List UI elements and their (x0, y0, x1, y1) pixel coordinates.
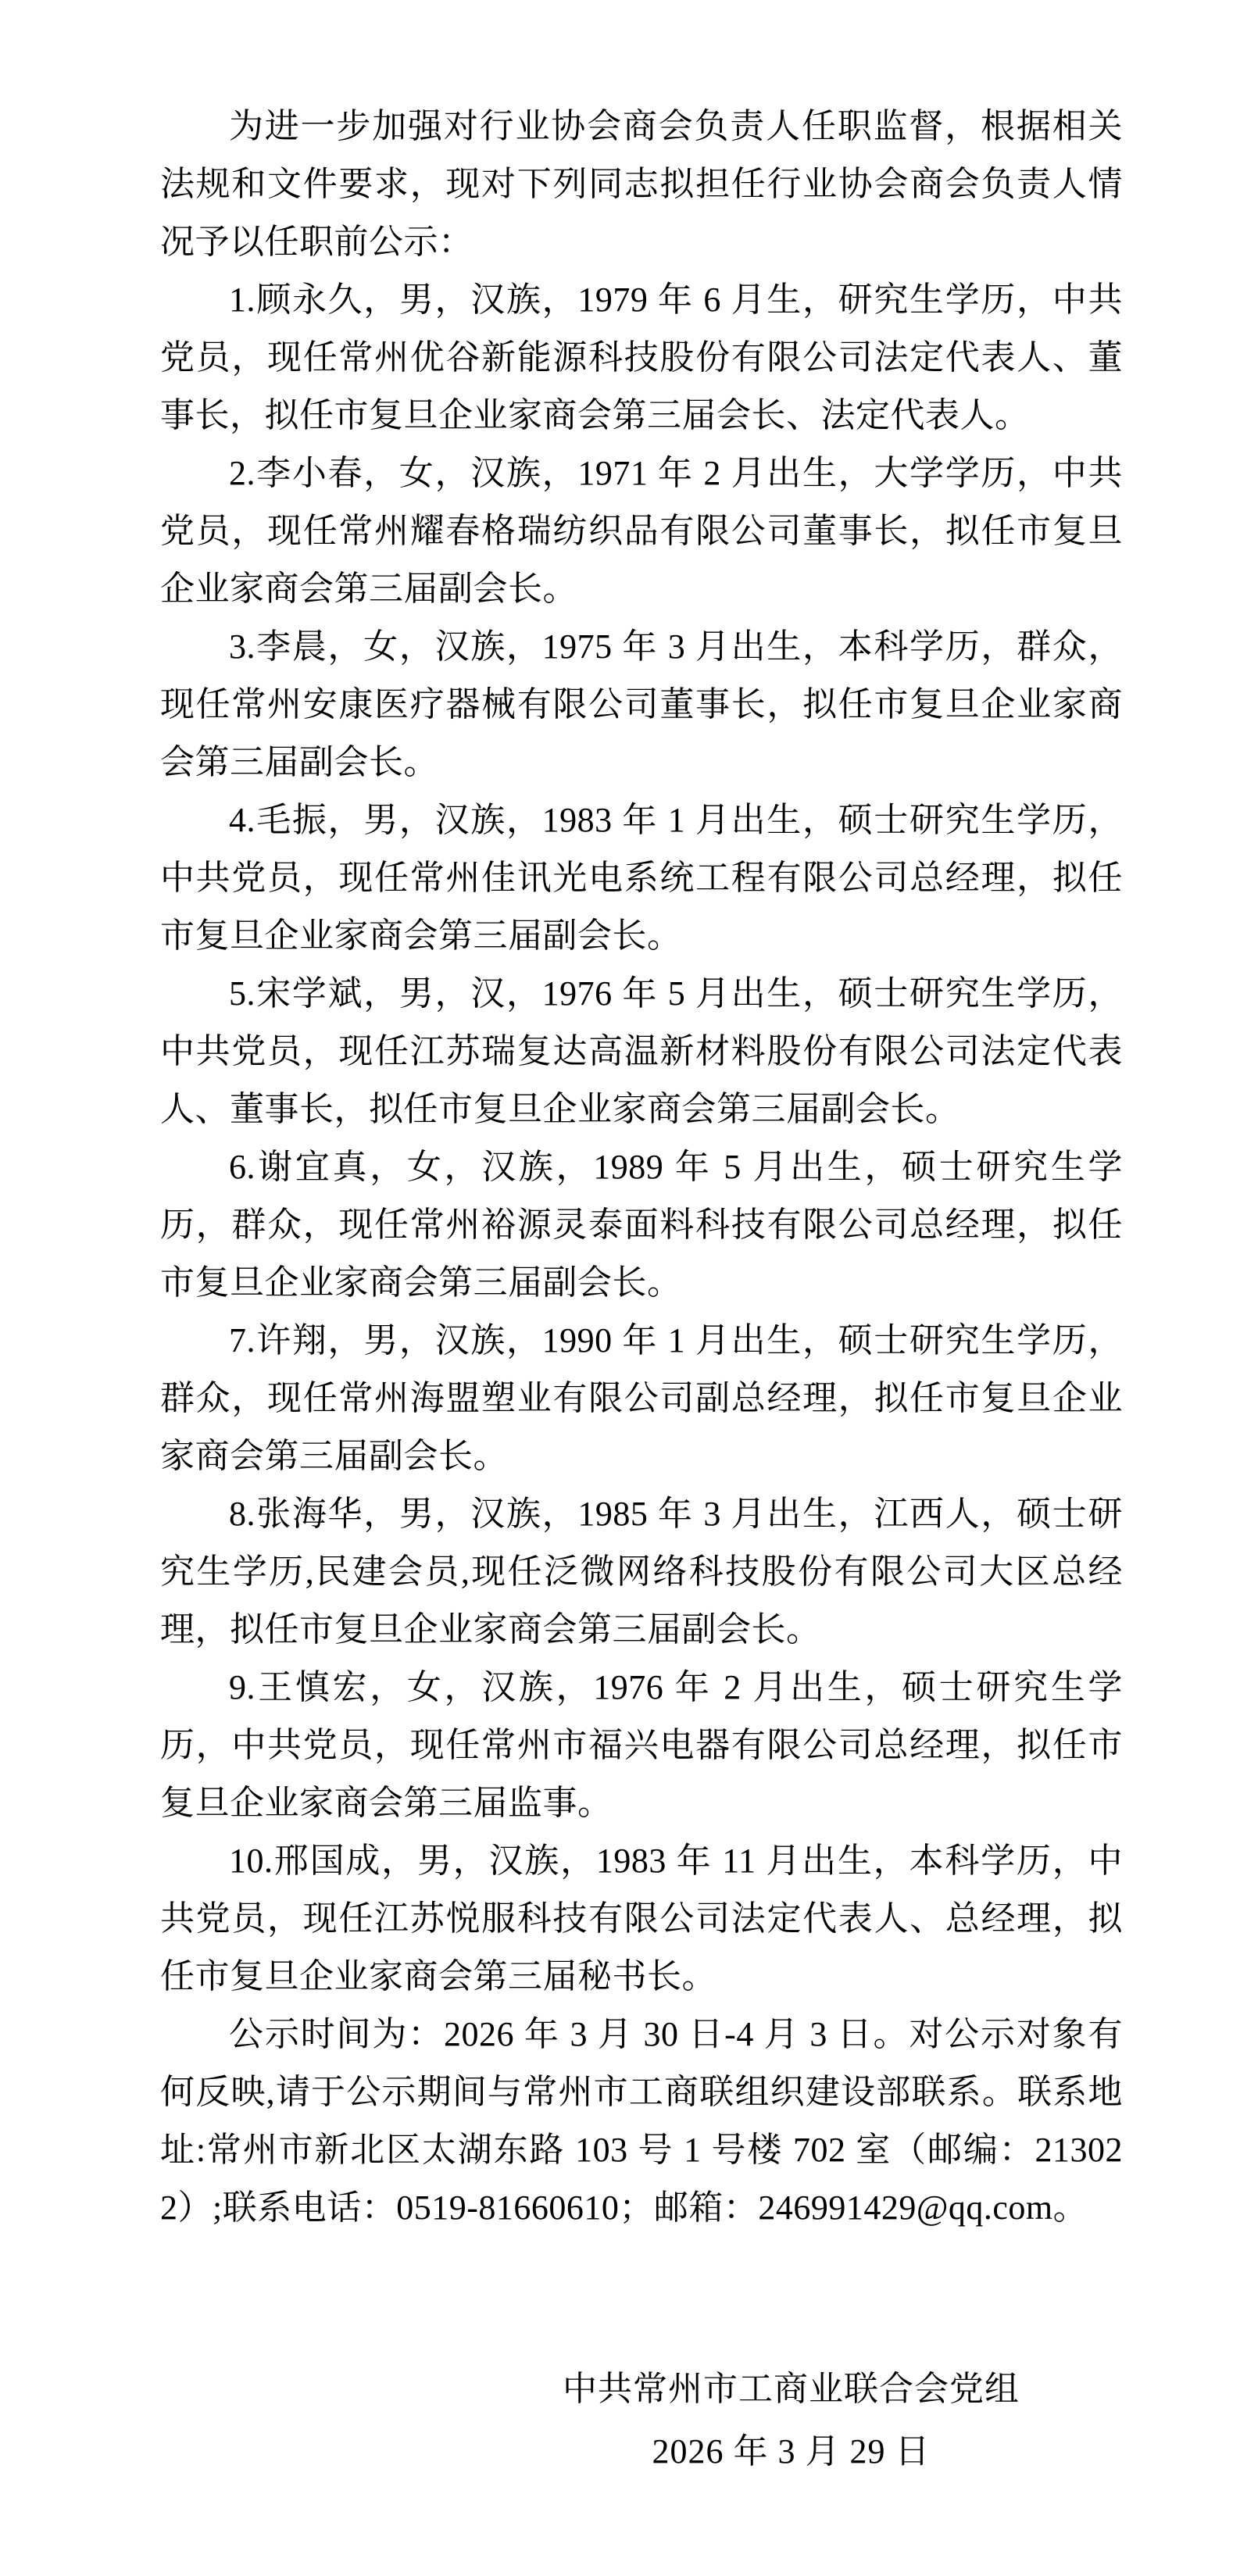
intro-paragraph: 为进一步加强对行业协会商会负责人任职监督，根据相关法规和文件要求，现对下列同志拟担任行业协会商会负责人情况予以任职前公示： (160, 107, 1123, 261)
entry-paragraph-2: 2.李小春，女，汉族，1971 年 2 月出生，大学学历，中共党员，现任常州耀春格瑞纺织品有限公司董事长，拟任市复旦企业家商会第三届副会长。 (160, 454, 1123, 608)
signature-date: 2026 年 3 月 29 日 (652, 2432, 931, 2471)
entry-paragraph-5: 5.宋学斌，男，汉，1976 年 5 月出生，硕士研究生学历，中共党员，现任江苏瑞复达高温新材料股份有限公司法定代表人、董事长，拟任市复旦企业家商会第三届副会长。 (160, 974, 1123, 1128)
entry-paragraph-8: 8.张海华，男，汉族，1985 年 3 月出生，江西人，硕士研究生学历,民建会员,现任泛微网络科技股份有限公司大区总经理，拟任市复旦企业家商会第三届副会长。 (160, 1495, 1123, 1649)
document-content (160, 98, 1123, 2483)
entry-paragraph-9: 9.王慎宏，女，汉族，1976 年 2 月出生，硕士研究生学历，中共党员，现任常州市福兴电器有限公司总经理，拟任市复旦企业家商会第三届监事。 (160, 1668, 1123, 1822)
entry-paragraph-7: 7.许翔，男，汉族，1990 年 1 月出生，硕士研究生学历，群众，现任常州海盟塑业有限公司副总经理，拟任市复旦企业家商会第三届副会长。 (160, 1321, 1123, 1475)
entry-paragraph-10: 10.邢国成，男，汉族，1983 年 11 月出生，本科学历，中共党员，现任江苏悦服科技有限公司法定代表人、总经理，拟任市复旦企业家商会第三届秘书长。 (160, 1842, 1123, 1995)
entry-paragraph-3: 3.李晨，女，汉族，1975 年 3 月出生，本科学历，群众，现任常州安康医疗器械有限公司董事长，拟任市复旦企业家商会第三届副会长。 (160, 627, 1123, 781)
entry-paragraph-6: 6.谢宜真，女，汉族，1989 年 5 月出生，硕士研究生学历，群众，现任常州裕源灵泰面料科技有限公司总经理，拟任市复旦企业家商会第三届副会长。 (160, 1148, 1123, 1302)
entry-paragraph-4: 4.毛振，男，汉族，1983 年 1 月出生，硕士研究生学历，中共党员，现任常州佳讯光电系统工程有限公司总经理，拟任市复旦企业家商会第三届副会长。 (160, 801, 1123, 955)
closing-paragraph: 公示时间为：2026 年 3 月 30 日-4 月 3 日。对公示对象有何反映,请于公示期间与常州市工商联组织建设部联系。联系地址:常州市新北区太湖东路 103 号 1 号楼 702 室（邮编：213022）;联系电话：0519-81660610；邮箱：246991429@qq.com。 (160, 2015, 1123, 2227)
signature-block (563, 2358, 1020, 2483)
entry-paragraph-1: 1.顾永久，男，汉族，1979 年 6 月生，研究生学历，中共党员，现任常州优谷新能源科技股份有限公司法定代表人、董事长，拟任市复旦企业家商会第三届会长、法定代表人。 (160, 280, 1123, 434)
signature-org: 中共常州市工商业联合会党组 (563, 2370, 1020, 2408)
